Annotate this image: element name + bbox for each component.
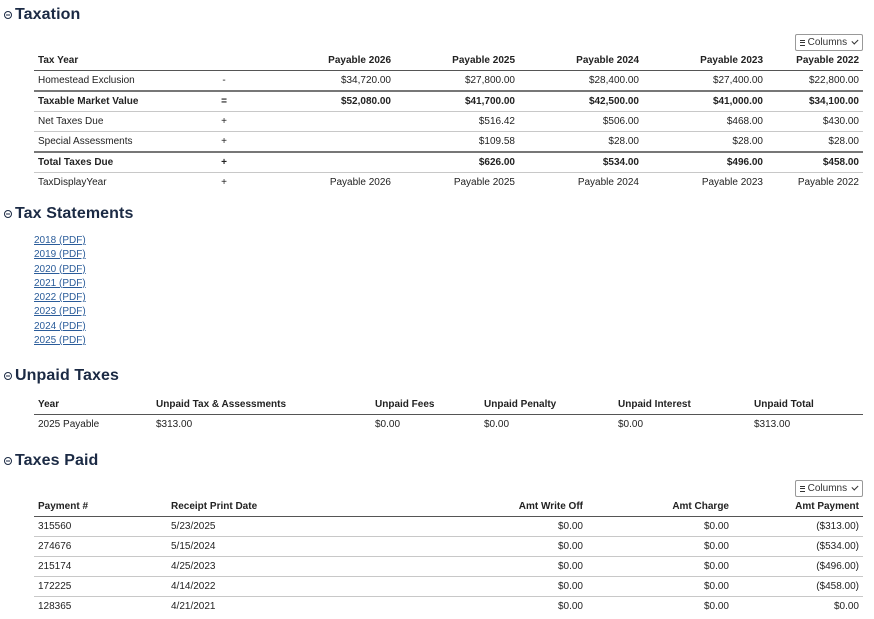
cell-value: Payable 2024 [577, 177, 639, 188]
cell-value: $430.00 [767, 112, 863, 132]
cell-value: $0.00 [484, 419, 510, 430]
chevron-down-icon [852, 38, 859, 45]
header-payable-2024: Payable 2024 [519, 51, 643, 71]
section-taxes-paid-title[interactable] [4, 452, 98, 470]
cell-year: 2025 Payable [38, 419, 100, 430]
cell-value: $28.00 [767, 132, 863, 153]
cell-value: $0.00 [587, 537, 733, 557]
statement-link-2019[interactable]: 2019 (PDF) [34, 249, 86, 261]
columns-button[interactable] [795, 480, 863, 497]
section-title-text: Taxation [15, 6, 81, 23]
tax-statement-links [34, 234, 86, 348]
table-header-row [34, 395, 863, 415]
cell-value: $41,000.00 [643, 91, 767, 112]
cell-value: $109.58 [395, 132, 519, 153]
header-amt-charge: Amt Charge [587, 497, 733, 517]
cell-value: $0.00 [587, 577, 733, 597]
cell-payment-number: 172225 [34, 577, 167, 597]
table-row [34, 415, 863, 435]
row-label: Total Taxes Due [34, 152, 189, 173]
cell-value: $496.00 [643, 152, 767, 173]
cell-value: $506.00 [519, 112, 643, 132]
statement-link-2021[interactable]: 2021 (PDF) [34, 277, 86, 289]
section-tax-statements-title[interactable] [4, 205, 133, 223]
cell-value: $0.00 [618, 419, 644, 430]
header-unpaid-penalty: Unpaid Penalty [480, 395, 614, 415]
chevron-down-icon [852, 484, 859, 491]
row-label: TaxDisplayYear [38, 177, 107, 188]
cell-date: 5/15/2024 [167, 537, 417, 557]
cell-value: $0.00 [375, 419, 401, 430]
section-title-text: Taxes Paid [15, 452, 99, 469]
cell-value [259, 132, 395, 153]
cell-value: $0.00 [587, 517, 733, 537]
cell-value: $0.00 [703, 601, 729, 612]
table-row [34, 557, 863, 577]
statement-link-2025[interactable]: 2025 (PDF) [34, 335, 86, 347]
header-payment-number: Payment # [34, 497, 167, 517]
cell-date: 4/14/2022 [167, 577, 417, 597]
header-unpaid-interest: Unpaid Interest [614, 395, 750, 415]
columns-button-label: Columns [807, 37, 848, 48]
cell-date: 4/25/2023 [167, 557, 417, 577]
row-operator: + [221, 177, 227, 188]
cell-value: $626.00 [395, 152, 519, 173]
list-icon [800, 486, 805, 492]
cell-value: Payable 2025 [453, 177, 515, 188]
table-row [34, 132, 863, 153]
cell-value: $28.00 [643, 132, 767, 153]
table-row [34, 173, 863, 193]
cell-payment-number: 315560 [34, 517, 167, 537]
cell-value: $28,400.00 [519, 71, 643, 92]
table-header-row [34, 497, 863, 517]
header-tax-year: Tax Year [34, 51, 189, 71]
cell-payment-number: 128365 [38, 601, 72, 612]
header-payable-2025: Payable 2025 [395, 51, 519, 71]
cell-value: $27,800.00 [395, 71, 519, 92]
row-label: Special Assessments [34, 132, 189, 153]
cell-value: $42,500.00 [519, 91, 643, 112]
header-payable-2022: Payable 2022 [767, 51, 863, 71]
cell-value: $41,700.00 [395, 91, 519, 112]
cell-value: Payable 2026 [329, 177, 391, 188]
cell-payment-number: 215174 [34, 557, 167, 577]
cell-value: $28.00 [519, 132, 643, 153]
table-row [34, 91, 863, 112]
columns-button-label: Columns [807, 483, 848, 494]
list-icon [800, 40, 805, 46]
table-row [34, 577, 863, 597]
header-unpaid-fees: Unpaid Fees [371, 395, 480, 415]
cell-value: ($458.00) [733, 577, 863, 597]
row-label: Taxable Market Value [34, 91, 189, 112]
unpaid-taxes-table [34, 395, 863, 434]
collapse-icon[interactable] [4, 372, 12, 380]
row-operator: = [189, 91, 259, 112]
section-unpaid-taxes-title[interactable] [4, 367, 119, 385]
cell-value: $0.00 [417, 537, 587, 557]
cell-value: $27,400.00 [643, 71, 767, 92]
cell-value [259, 112, 395, 132]
collapse-icon[interactable] [4, 210, 12, 218]
cell-value: ($534.00) [733, 537, 863, 557]
statement-link-2024[interactable]: 2024 (PDF) [34, 320, 86, 332]
taxes-paid-table [34, 497, 863, 616]
header-payable-2023: Payable 2023 [643, 51, 767, 71]
cell-date: 5/23/2025 [167, 517, 417, 537]
statement-link-2022[interactable]: 2022 (PDF) [34, 292, 86, 304]
header-receipt-print-date: Receipt Print Date [167, 497, 417, 517]
collapse-icon[interactable] [4, 11, 12, 19]
cell-value: ($313.00) [733, 517, 863, 537]
table-row [34, 517, 863, 537]
cell-value: Payable 2023 [701, 177, 763, 188]
cell-value: $34,720.00 [259, 71, 395, 92]
row-operator: + [189, 132, 259, 153]
table-row [34, 537, 863, 557]
table-row [34, 597, 863, 617]
header-op [189, 51, 259, 71]
cell-value: $0.00 [833, 601, 859, 612]
cell-date: 4/21/2021 [171, 601, 216, 612]
header-unpaid-total: Unpaid Total [750, 395, 863, 415]
section-taxation-title[interactable] [4, 6, 80, 24]
cell-value: $516.42 [395, 112, 519, 132]
table-row [34, 71, 863, 92]
cell-value: $0.00 [417, 517, 587, 537]
row-operator: - [189, 71, 259, 92]
header-payable-2026: Payable 2026 [259, 51, 395, 71]
collapse-icon[interactable] [4, 457, 12, 465]
cell-value: $313.00 [754, 419, 791, 430]
taxation-table [34, 51, 863, 192]
cell-value: $34,100.00 [767, 91, 863, 112]
cell-value: $0.00 [587, 557, 733, 577]
table-row [34, 112, 863, 132]
section-title-text: Tax Statements [15, 205, 134, 222]
header-year: Year [34, 395, 152, 415]
statement-link-2020[interactable]: 2020 (PDF) [34, 263, 86, 275]
cell-value: $52,080.00 [259, 91, 395, 112]
cell-payment-number: 274676 [34, 537, 167, 557]
row-label: Net Taxes Due [34, 112, 189, 132]
cell-value: Payable 2022 [797, 177, 859, 188]
cell-value [259, 152, 395, 173]
cell-value: $458.00 [767, 152, 863, 173]
row-operator: + [189, 112, 259, 132]
columns-button[interactable] [795, 34, 863, 51]
cell-value: $313.00 [156, 419, 193, 430]
statement-link-2023[interactable]: 2023 (PDF) [34, 306, 86, 318]
cell-value: $22,800.00 [767, 71, 863, 92]
header-amt-write-off: Amt Write Off [417, 497, 587, 517]
header-unpaid-tax-assessments: Unpaid Tax & Assessments [152, 395, 371, 415]
row-operator: + [189, 152, 259, 173]
header-amt-payment: Amt Payment [733, 497, 863, 517]
cell-value: $534.00 [519, 152, 643, 173]
cell-value: $0.00 [417, 577, 587, 597]
row-label: Homestead Exclusion [34, 71, 189, 92]
table-row [34, 152, 863, 173]
cell-value: ($496.00) [733, 557, 863, 577]
cell-value: $0.00 [417, 557, 587, 577]
table-header-row [34, 51, 863, 71]
cell-value: $468.00 [643, 112, 767, 132]
section-title-text: Unpaid Taxes [15, 367, 120, 384]
statement-link-2018[interactable]: 2018 (PDF) [34, 235, 86, 246]
cell-value: $0.00 [557, 601, 583, 612]
